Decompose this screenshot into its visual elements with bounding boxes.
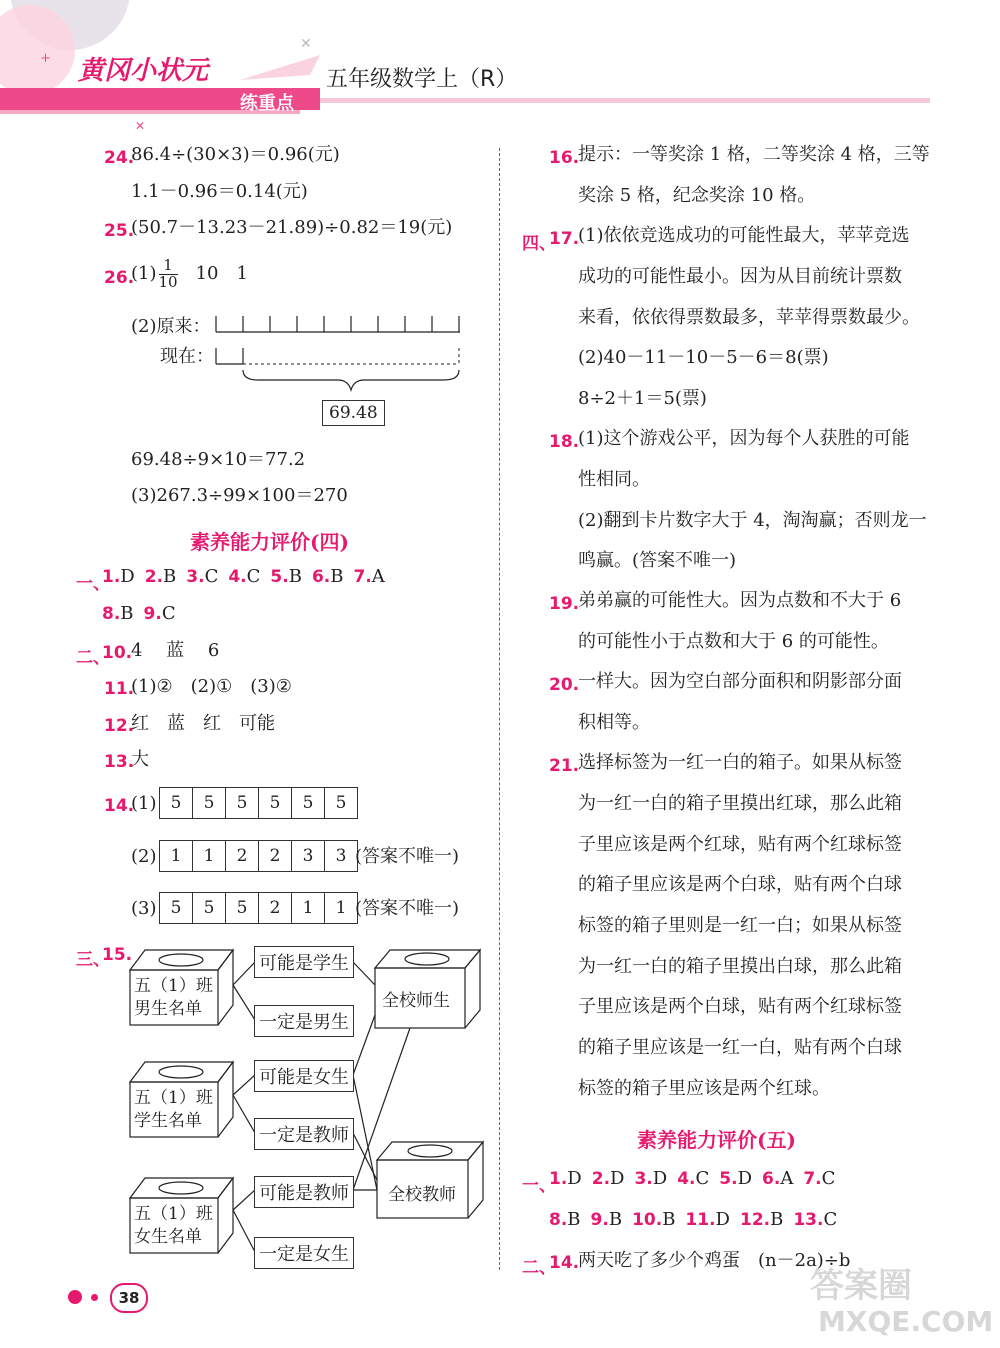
q25-number: 25. [104, 221, 135, 241]
q18-line4: 鸣赢。(答案不唯一) [578, 550, 737, 571]
mc-item: 2.B [144, 566, 177, 587]
q18-line3: (2)翻到卡片数字大于 4，淘淘赢；否则龙一 [578, 510, 927, 531]
q17-number: 17. [549, 229, 580, 249]
mc-item: 8.B [549, 1209, 581, 1230]
mc-answers-row2 [102, 605, 176, 623]
q16-line1: 提示：一等奖涂 1 格，二等奖涂 4 格，三等 [578, 144, 930, 165]
q17-line5: 8÷2＋1＝5(票) [578, 388, 707, 409]
q26-line-c: 69.48÷9×10＝77.2 [131, 449, 306, 470]
mc-item: 8.B [102, 603, 134, 624]
q11-number: 11. [104, 679, 135, 699]
mc-item: 6.A [762, 1168, 794, 1189]
q14-number: 14. [104, 796, 135, 816]
q14-right-answer: 两天吃了多少个鸡蛋 (n－2a)÷b [578, 1250, 851, 1271]
option-surely-boy: 一定是男生 [254, 1005, 354, 1037]
q12-number: 12. [104, 716, 135, 736]
mc-item: 6.B [311, 566, 344, 587]
q14-note-2: (答案不唯一) [355, 846, 460, 867]
q14-row2 [159, 840, 358, 872]
mc-item: 11.D [685, 1209, 730, 1230]
digit-cell: 5 [193, 788, 226, 818]
q11-answer: (1)② (2)① (3)② [131, 676, 292, 697]
digit-cell: 5 [160, 893, 193, 923]
q21-line: 子里应该是两个白球，贴有两个红球标签 [578, 996, 902, 1017]
digit-cell: 3 [335, 846, 347, 866]
mc-item: 9.B [590, 1209, 623, 1230]
q19-line2: 的可能性小于点数和大于 6 的可能性。 [578, 631, 889, 652]
part1-prefix: 一、 [76, 574, 110, 594]
q14-part3-label: (3) [131, 898, 157, 919]
digit-cell: 1 [160, 841, 193, 871]
footer-dot-large [68, 1290, 82, 1304]
mc-answers-right-row1 [549, 1170, 835, 1188]
q12-answer: 红 蓝 红 可能 [131, 713, 275, 734]
q26-original-label: (2)原来： [131, 316, 211, 337]
column-divider [499, 148, 500, 1270]
mc-item: 1.D [102, 566, 135, 587]
digit-cell: 1 [335, 898, 347, 918]
q26-number: 26. [104, 268, 135, 288]
mc-item: 4.C [677, 1168, 710, 1189]
q18-number: 18. [549, 432, 580, 452]
q24-number: 24. [104, 148, 135, 168]
digit-cell: 5 [226, 893, 259, 923]
digit-cell: 1 [292, 893, 325, 923]
q14-part1-label: (1) [131, 793, 157, 814]
q14-part2-label: (2) [131, 846, 157, 867]
book-title: 五年级数学上（R） [326, 67, 518, 92]
digit-cell: 3 [292, 841, 325, 871]
q21-line: 为一红一白的箱子里摸出红球，那么此箱 [578, 793, 902, 814]
q10-number: 10. [102, 643, 133, 663]
mc-item: 7.A [353, 566, 385, 587]
page-number: 38 [110, 1283, 148, 1313]
q26-part1 [131, 258, 248, 291]
fraction-denominator: 10 [158, 272, 178, 291]
q17-line2: 成功的可能性最小。因为从目前统计票数 [578, 266, 902, 287]
q19-line1: 弟弟赢的可能性大。因为点数和不大于 6 [578, 590, 902, 611]
q26-now-label: 现在： [160, 346, 214, 367]
fraction-numerator: 1 [163, 256, 173, 274]
q21-line: 标签的箱子里则是一红一白；如果从标签 [578, 915, 902, 936]
q21-number: 21. [549, 756, 580, 776]
q13-number: 13. [104, 752, 135, 772]
box-all-staff-students: 全校师生 [382, 991, 450, 1011]
list-box-girls: 五（1）班 女生名单 [134, 1204, 213, 1247]
svg-text:✕: ✕ [300, 36, 312, 52]
q16-line2: 奖涂 5 格，纪念奖涂 10 格。 [578, 185, 816, 206]
q17-line1: (1)依依竞选成功的可能性最大，苹苹竞选 [578, 225, 910, 246]
q24-line1: 86.4÷(30×3)＝0.96(元) [131, 144, 340, 165]
mc-item: 9.C [143, 603, 176, 624]
mc-item: 3.C [186, 566, 219, 587]
footer-dot-small [91, 1294, 98, 1301]
q24-line2: 1.1－0.96＝0.14(元) [131, 181, 308, 202]
q14-note-3: (答案不唯一) [355, 898, 460, 919]
mc-item: 4.C [228, 566, 261, 587]
digit-cell: 2 [259, 893, 292, 923]
q20-line2: 积相等。 [578, 712, 650, 733]
mc-answers-right-row2 [549, 1211, 837, 1229]
part2-prefix: 二、 [76, 648, 110, 668]
q25-line: (50.7－13.23－21.89)÷0.82＝19(元) [131, 217, 453, 238]
option-surely-teacher: 一定是教师 [254, 1118, 354, 1150]
list-box-students: 五（1）班 学生名单 [134, 1088, 213, 1131]
q19-number: 19. [549, 594, 580, 614]
option-surely-girl: 一定是女生 [254, 1237, 354, 1269]
q21-line: 的箱子里应该是一红一白，贴有两个白球 [578, 1037, 902, 1058]
option-maybe-girl: 可能是女生 [254, 1060, 354, 1092]
mc-item: 5.B [270, 566, 302, 587]
mc-item: 7.C [803, 1168, 836, 1189]
mc-item: 1.D [549, 1168, 582, 1189]
digit-cell: 5 [193, 893, 226, 923]
header-subtitle: 练重点 [240, 93, 294, 114]
q21-line: 的箱子里应该是两个白球，贴有两个白球 [578, 874, 902, 895]
watermark-text: MXQE.COM [818, 1305, 994, 1338]
part1-prefix-right: 一、 [522, 1176, 556, 1196]
section-title-5: 素养能力评价(五) [637, 1128, 796, 1152]
list-box-boys: 五（1）班 男生名单 [134, 976, 213, 1019]
brand-logo: 黄冈小状元 [78, 56, 209, 86]
q21-line: 为一红一白的箱子里摸出白球，那么此箱 [578, 956, 902, 977]
watermark-logo: 答案圈 [810, 1266, 912, 1306]
q21-line: 选择标签为一红一白的箱子。如果从标签 [578, 752, 902, 773]
digit-cell: 5 [226, 788, 259, 818]
mc-item: 13.C [793, 1209, 838, 1230]
q18-line2: 性相同。 [578, 469, 650, 490]
digit-cell: 5 [335, 793, 347, 813]
q26-line-d: (3)267.3÷99×100＝270 [131, 485, 348, 506]
q17-line4: (2)40－11－10－5－6＝8(票) [578, 347, 829, 368]
option-maybe-student: 可能是学生 [254, 946, 354, 978]
header-rule [320, 98, 930, 103]
q17-line3: 来看，依依得票数最多，苹苹得票数最少。 [578, 307, 920, 328]
q10-answer: 4 蓝 6 [131, 640, 220, 661]
q14-row1 [159, 787, 358, 819]
q16-number: 16. [549, 148, 580, 168]
q20-number: 20. [549, 675, 580, 695]
q18-line1: (1)这个游戏公平，因为每个人获胜的可能 [578, 428, 910, 449]
digit-cell: 2 [259, 841, 292, 871]
mc-item: 12.B [739, 1209, 784, 1230]
q26-part1-prefix: (1) [131, 263, 157, 285]
digit-cell: 2 [226, 841, 259, 871]
digit-cell: 5 [259, 788, 292, 818]
svg-text:✕: ✕ [135, 119, 146, 133]
mc-item: 2.D [591, 1168, 625, 1189]
part2-prefix-right: 二、 [522, 1258, 556, 1278]
mc-item: 5.D [719, 1168, 753, 1189]
q14-right-number: 14. [549, 1253, 580, 1273]
svg-text:+: + [40, 51, 51, 66]
q13-answer: 大 [131, 749, 149, 770]
q14-row3 [159, 892, 358, 924]
digit-cell: 1 [193, 841, 226, 871]
digit-cell: 5 [292, 788, 325, 818]
part3-prefix: 三、 [76, 950, 110, 970]
mc-item: 3.D [634, 1168, 668, 1189]
mc-answers-row1 [102, 568, 385, 586]
section-title-4: 素养能力评价(四) [190, 530, 349, 554]
box-all-teachers: 全校教师 [388, 1185, 456, 1205]
q26-total-box: 69.48 [322, 400, 385, 426]
option-maybe-teacher: 可能是教师 [254, 1176, 354, 1208]
q26-part1-rest: 10 1 [195, 263, 248, 285]
digit-cell: 5 [160, 788, 193, 818]
q20-line1: 一样大。因为空白部分面积和阴影部分面 [578, 671, 902, 692]
fraction [159, 258, 178, 291]
q21-line: 标签的箱子里应该是两个红球。 [578, 1078, 830, 1099]
part4-prefix: 四、 [522, 234, 556, 254]
q21-line: 子里应该是两个红球，贴有两个红球标签 [578, 834, 902, 855]
mc-item: 10.B [632, 1209, 676, 1230]
q15-number: 15. [102, 945, 133, 965]
